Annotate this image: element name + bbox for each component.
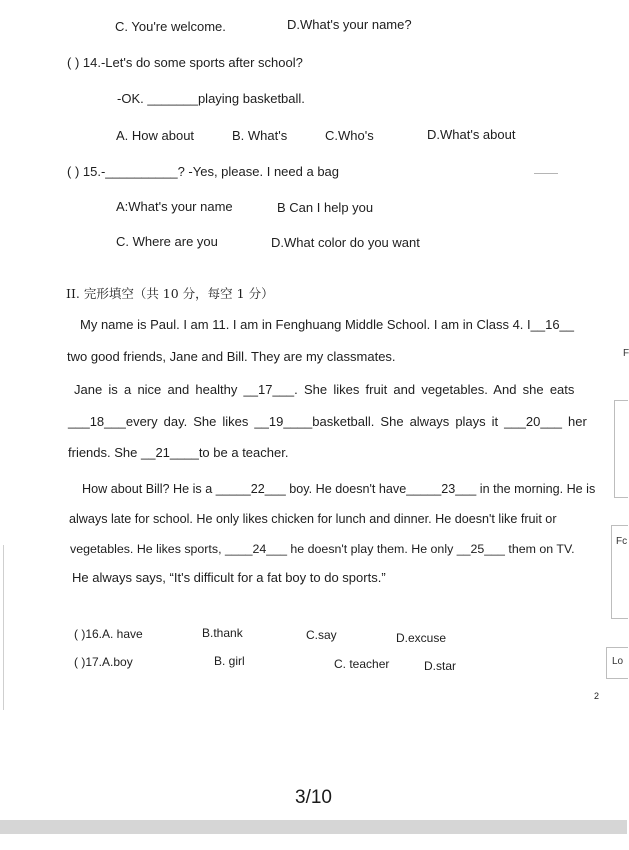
passage-line: My name is Paul. I am 11. I am in Fenghuang Middle School. I am in Class 4. I__16__ bbox=[80, 317, 575, 332]
q17-option-c: C. teacher bbox=[334, 657, 390, 671]
q14-option-d: D.What's about bbox=[427, 127, 516, 142]
q15-stem: ( ) 15.-__________? -Yes, please. I need a bag bbox=[67, 164, 340, 179]
viewer-scrollbar[interactable] bbox=[0, 820, 627, 834]
q15-option-c: C. Where are you bbox=[116, 234, 218, 249]
q17-option-d: D.star bbox=[424, 659, 457, 673]
side-box bbox=[611, 525, 628, 619]
q17-stem: ( )17.A.boy bbox=[74, 655, 133, 669]
page-left-edge bbox=[3, 545, 4, 710]
page-indicator: 3/10 bbox=[295, 787, 332, 808]
q14-option-a: A. How about bbox=[116, 128, 195, 143]
scan-mark bbox=[534, 173, 558, 174]
page-number: 2 bbox=[594, 691, 600, 701]
q14-reply: -OK. _______playing basketball. bbox=[117, 91, 305, 106]
passage-line: He always says, “It's difficult for a fat boy to do sports.” bbox=[72, 570, 386, 585]
q15-option-a: A:What's your name bbox=[116, 199, 233, 214]
side-label: F bbox=[623, 348, 629, 359]
q16-option-d: D.excuse bbox=[396, 631, 447, 645]
passage-line: friends. She __21____to be a teacher. bbox=[68, 445, 289, 460]
side-box bbox=[614, 400, 628, 498]
passage-line: ___18___every day. She likes __19____basketball. She always plays it ___20___ her bbox=[68, 414, 587, 429]
q13-option-c: C. You're welcome. bbox=[115, 19, 226, 34]
q16-stem: ( )16.A. have bbox=[74, 627, 143, 641]
q16-option-b: B.thank bbox=[202, 626, 243, 640]
passage-line: Jane is a nice and healthy __17___. She likes fruit and vegetables. And she eats bbox=[74, 382, 575, 397]
side-box bbox=[606, 647, 628, 679]
q13-option-d: D.What's your name? bbox=[287, 17, 412, 32]
q16-option-c: C.say bbox=[306, 628, 337, 642]
passage-line: two good friends, Jane and Bill. They are my classmates. bbox=[67, 349, 396, 364]
section-heading: II. 完形填空（共 10 分，每空 1 分） bbox=[66, 286, 274, 301]
q15-option-b: B Can I help you bbox=[277, 200, 374, 215]
q14-option-c: C.Who's bbox=[325, 128, 374, 143]
q14-stem: ( ) 14.-Let's do some sports after school? bbox=[67, 55, 303, 70]
side-label: Lo bbox=[612, 656, 624, 667]
q17-option-b: B. girl bbox=[214, 654, 245, 668]
q14-option-b: B. What's bbox=[232, 128, 288, 143]
passage-line: vegetables. He likes sports, ____24___ he doesn't play them. He only __25___ them on TV. bbox=[70, 542, 575, 556]
q15-option-d: D.What color do you want bbox=[271, 235, 420, 250]
side-label: Fc bbox=[616, 536, 628, 547]
passage-line: How about Bill? He is a _____22___ boy. He doesn't have_____23___ in the morning. He is bbox=[82, 482, 596, 496]
passage-line: always late for school. He only likes chicken for lunch and dinner. He doesn't like fruit or bbox=[69, 512, 557, 526]
